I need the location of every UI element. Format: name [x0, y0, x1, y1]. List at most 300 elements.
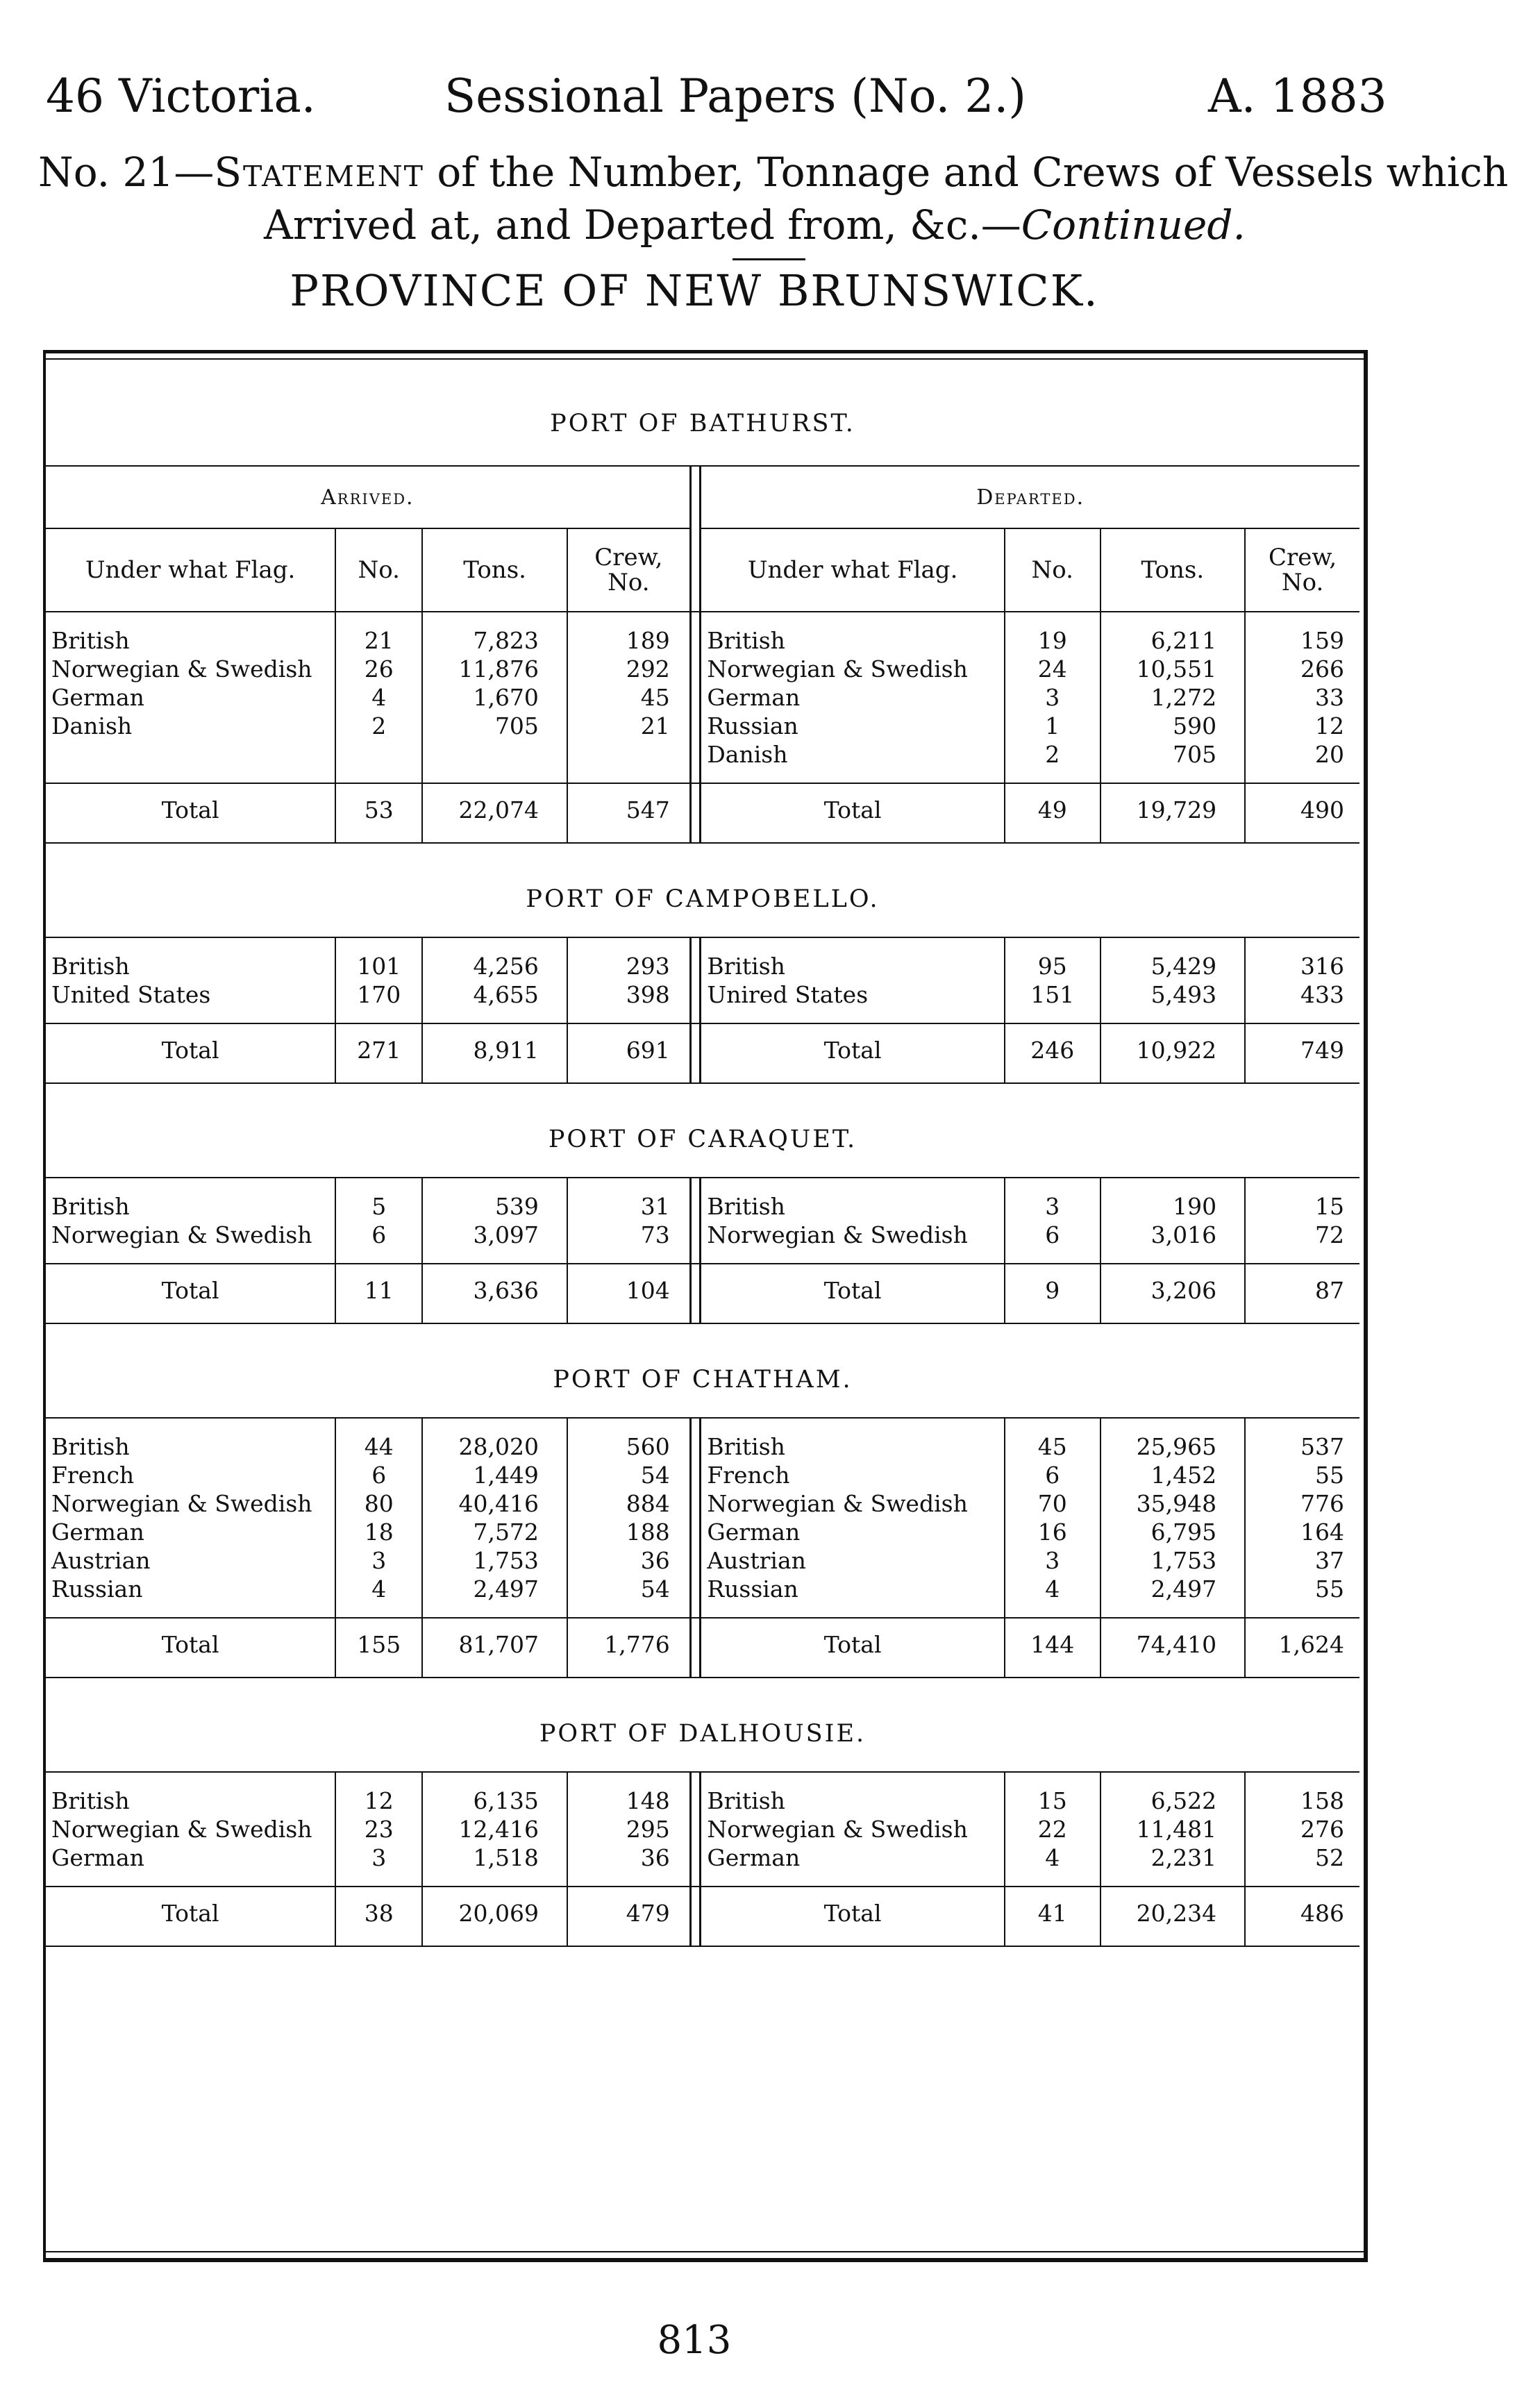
arrived-no: 4 [335, 1575, 422, 1603]
arrived-no: 2 [335, 712, 422, 740]
departed-flag: British [701, 1432, 1005, 1461]
arrived-crew: 292 [626, 655, 670, 683]
departed-crew: 164 [1300, 1519, 1344, 1546]
column-header-row [46, 528, 1359, 612]
departed-tons: 1,753 [1100, 1546, 1246, 1575]
running-header-left: 46 Victoria. [46, 69, 316, 123]
arrived-flag: British [46, 1192, 335, 1221]
departed-total-crew: 1,624 [1245, 1618, 1359, 1670]
spacer-row [46, 769, 1359, 783]
departed-total-crew: 87 [1245, 1264, 1359, 1316]
center-divider [690, 1076, 701, 1083]
center-divider [690, 769, 701, 783]
table-row [46, 1575, 1359, 1603]
departed-total-label: Total [701, 1618, 1005, 1670]
arrived-total-no: 38 [335, 1887, 422, 1939]
arrived-no: 101 [335, 952, 422, 980]
departed-crew: 52 [1315, 1844, 1344, 1871]
departed-no: 2 [1005, 740, 1100, 769]
arrived-total-crew: 1,776 [567, 1618, 690, 1670]
arrived-tons: 4,655 [422, 980, 567, 1009]
arrived-flag: Russian [46, 1575, 335, 1603]
center-divider [690, 1815, 701, 1843]
table-row [46, 1815, 1359, 1843]
table-row [46, 626, 1359, 655]
center-divider [690, 937, 701, 952]
arrived-no: 21 [335, 626, 422, 655]
arrived-no: 6 [335, 1461, 422, 1489]
arrived-no: 3 [335, 1843, 422, 1872]
port-separator [46, 835, 1359, 843]
departed-no: 16 [1005, 1518, 1100, 1546]
center-divider [690, 1787, 701, 1815]
center-divider [690, 1418, 701, 1432]
departed-tons: 5,429 [1100, 952, 1246, 980]
table-row [46, 740, 1359, 769]
departed-flag: Austrian [701, 1546, 1005, 1575]
arrived-total-label: Total [46, 1618, 335, 1670]
total-row [46, 1618, 1359, 1670]
title-rule [733, 258, 805, 260]
arrived-no: 44 [335, 1432, 422, 1461]
arrived-no: 23 [335, 1815, 422, 1843]
arrived-crew: 36 [640, 1844, 670, 1871]
center-divider [690, 1489, 701, 1518]
title-line2-main: Arrived at, and Departed from, &c.— [264, 201, 1021, 249]
arrived-flag-header: Under what Flag. [46, 528, 335, 612]
departed-no: 4 [1005, 1843, 1100, 1872]
departed-total-tons: 19,729 [1100, 783, 1246, 835]
arrived-flag: German [46, 683, 335, 712]
departed-flag: Norwegian & Swedish [701, 1489, 1005, 1518]
arrived-crew: 884 [626, 1490, 670, 1517]
table-row [46, 1221, 1359, 1249]
arrived-no: 6 [335, 1221, 422, 1249]
center-divider [690, 1518, 701, 1546]
spacer-row [46, 1603, 1359, 1618]
arrived-total-tons: 8,911 [422, 1023, 567, 1076]
center-divider [690, 1221, 701, 1249]
departed-tons: 6,211 [1100, 626, 1246, 655]
center-divider [690, 1316, 701, 1323]
port-name: PORT OF CHATHAM. [46, 1323, 1359, 1418]
total-row [46, 783, 1359, 835]
running-header-right: A. 1883 [1208, 69, 1387, 123]
arrived-no: 26 [335, 655, 422, 683]
departed-crew-header: Crew, No. [1245, 528, 1359, 612]
arrived-crew [567, 740, 690, 769]
port-heading-row [46, 368, 1359, 466]
arrived-crew: 295 [626, 1816, 670, 1843]
arrived-total-tons: 20,069 [422, 1887, 567, 1939]
departed-tons: 190 [1100, 1192, 1246, 1221]
center-divider [690, 952, 701, 980]
province-heading: PROVINCE OF NEW BRUNSWICK. [290, 265, 1099, 316]
port-name: PORT OF BATHURST. [46, 368, 1359, 466]
arrived-crew: 45 [640, 684, 670, 711]
arrived-flag: Norwegian & Swedish [46, 1489, 335, 1518]
arrived-tons: 6,135 [422, 1787, 567, 1815]
table-row [46, 1787, 1359, 1815]
departed-tons: 2,231 [1100, 1843, 1246, 1872]
center-divider [690, 1264, 701, 1316]
center-divider [690, 835, 701, 843]
port-separator [46, 1670, 1359, 1678]
spacer-row [46, 1178, 1359, 1192]
arrived-flag: German [46, 1518, 335, 1546]
table-row [46, 1461, 1359, 1489]
spacer-row [46, 937, 1359, 952]
arrived-total-label: Total [46, 1264, 335, 1316]
arrived-crew: 189 [626, 627, 670, 654]
center-divider [690, 980, 701, 1009]
departed-total-label: Total [701, 1264, 1005, 1316]
departed-flag: British [701, 952, 1005, 980]
departed-tons: 2,497 [1100, 1575, 1246, 1603]
departed-total-no: 49 [1005, 783, 1100, 835]
departed-crew: 72 [1315, 1221, 1344, 1248]
center-divider [690, 1843, 701, 1872]
departed-flag: German [701, 1518, 1005, 1546]
arrived-flag [46, 740, 335, 769]
spacer-row [46, 1249, 1359, 1264]
departed-tons: 3,016 [1100, 1221, 1246, 1249]
departed-flag: French [701, 1461, 1005, 1489]
departed-no: 45 [1005, 1432, 1100, 1461]
arrived-total-no: 155 [335, 1618, 422, 1670]
title-continued: Continued. [1021, 201, 1246, 249]
departed-tons: 5,493 [1100, 980, 1246, 1009]
port-name: PORT OF CAMPOBELLO. [46, 843, 1359, 937]
center-divider [690, 655, 701, 683]
departed-total-tons: 20,234 [1100, 1887, 1246, 1939]
arrived-no: 170 [335, 980, 422, 1009]
table-row [46, 1489, 1359, 1518]
arrived-crew: 21 [640, 712, 670, 739]
center-divider [690, 1670, 701, 1678]
title-dash: — [174, 149, 215, 196]
center-divider [690, 1192, 701, 1221]
departed-crew: 37 [1315, 1547, 1344, 1574]
departed-tons: 1,272 [1100, 683, 1246, 712]
arrived-crew: 31 [640, 1193, 670, 1220]
center-divider [690, 1603, 701, 1618]
arrived-total-crew: 547 [567, 783, 690, 835]
arrived-tons-header: Tons. [422, 528, 567, 612]
departed-total-tons: 74,410 [1100, 1618, 1246, 1670]
port-heading-row [46, 1678, 1359, 1772]
departed-tons: 25,965 [1100, 1432, 1246, 1461]
port-separator [46, 1076, 1359, 1083]
arrived-crew: 54 [640, 1462, 670, 1489]
departed-total-crew: 486 [1245, 1887, 1359, 1939]
spacer-row [46, 1418, 1359, 1432]
spacer-row [46, 1872, 1359, 1887]
center-divider [690, 683, 701, 712]
arrived-flag: Austrian [46, 1546, 335, 1575]
departed-crew: 537 [1300, 1433, 1344, 1460]
departed-flag: Russian [701, 712, 1005, 740]
departed-flag: British [701, 1787, 1005, 1815]
arrived-tons: 7,823 [422, 626, 567, 655]
departed-total-no: 246 [1005, 1023, 1100, 1076]
center-divider [690, 1872, 701, 1887]
departed-crew: 266 [1300, 655, 1344, 683]
departed-no: 6 [1005, 1461, 1100, 1489]
arrived-flag: British [46, 626, 335, 655]
table-row [46, 683, 1359, 712]
arrived-total-crew: 479 [567, 1887, 690, 1939]
center-divider [690, 1249, 701, 1264]
departed-tons: 11,481 [1100, 1815, 1246, 1843]
center-divider [690, 1546, 701, 1575]
departed-flag: Norwegian & Swedish [701, 1815, 1005, 1843]
arrived-tons [422, 740, 567, 769]
departed-no: 70 [1005, 1489, 1100, 1518]
center-divider [690, 612, 701, 626]
center-divider [690, 712, 701, 740]
arrived-no: 4 [335, 683, 422, 712]
arrived-no: 18 [335, 1518, 422, 1546]
departed-no-header: No. [1005, 528, 1100, 612]
departed-no: 19 [1005, 626, 1100, 655]
departed-total-tons: 10,922 [1100, 1023, 1246, 1076]
departed-total-label: Total [701, 783, 1005, 835]
departed-crew: 276 [1300, 1816, 1344, 1843]
center-divider [690, 1939, 701, 1946]
arrived-flag: British [46, 1787, 335, 1815]
departed-flag: Norwegian & Swedish [701, 655, 1005, 683]
table-row [46, 1546, 1359, 1575]
departed-total-crew: 490 [1245, 783, 1359, 835]
title-line-1 [38, 146, 1508, 199]
departed-no: 95 [1005, 952, 1100, 980]
arrived-tons: 7,572 [422, 1518, 567, 1546]
port-name: PORT OF DALHOUSIE. [46, 1678, 1359, 1772]
section-heading-row [46, 466, 1359, 528]
center-divider [690, 1575, 701, 1603]
departed-flag: Danish [701, 740, 1005, 769]
departed-crew: 776 [1300, 1490, 1344, 1517]
center-divider [690, 1887, 701, 1939]
port-separator [46, 1316, 1359, 1323]
arrived-flag: German [46, 1843, 335, 1872]
arrived-total-no: 11 [335, 1264, 422, 1316]
arrived-crew: 148 [626, 1787, 670, 1814]
departed-crew: 55 [1315, 1462, 1344, 1489]
departed-flag: British [701, 626, 1005, 655]
departed-flag-header: Under what Flag. [701, 528, 1005, 612]
departed-total-no: 144 [1005, 1618, 1100, 1670]
departed-no: 15 [1005, 1787, 1100, 1815]
departed-flag: German [701, 683, 1005, 712]
arrived-total-tons: 22,074 [422, 783, 567, 835]
departed-no: 6 [1005, 1221, 1100, 1249]
port-heading-row [46, 1323, 1359, 1418]
center-divider [690, 466, 701, 528]
arrived-crew: 560 [626, 1433, 670, 1460]
arrived-no: 5 [335, 1192, 422, 1221]
table-row [46, 712, 1359, 740]
departed-no: 4 [1005, 1575, 1100, 1603]
arrived-flag: British [46, 1432, 335, 1461]
departed-flag: Unired States [701, 980, 1005, 1009]
departed-total-label: Total [701, 1023, 1005, 1076]
arrived-flag: Norwegian & Swedish [46, 1221, 335, 1249]
arrived-flag: Danish [46, 712, 335, 740]
center-divider [690, 1009, 701, 1023]
center-divider [690, 528, 701, 612]
arrived-total-no: 271 [335, 1023, 422, 1076]
arrived-crew: 36 [640, 1547, 670, 1574]
departed-flag: German [701, 1843, 1005, 1872]
departed-no: 1 [1005, 712, 1100, 740]
table-row [46, 1843, 1359, 1872]
arrived-tons: 40,416 [422, 1489, 567, 1518]
arrived-flag: British [46, 952, 335, 980]
departed-total-label: Total [701, 1887, 1005, 1939]
departed-tons: 590 [1100, 712, 1246, 740]
departed-tons: 6,795 [1100, 1518, 1246, 1546]
arrived-tons: 11,876 [422, 655, 567, 683]
center-divider [690, 740, 701, 769]
total-row [46, 1887, 1359, 1939]
departed-crew: 33 [1315, 684, 1344, 711]
arrived-no [335, 740, 422, 769]
arrived-tons: 705 [422, 712, 567, 740]
departed-no: 151 [1005, 980, 1100, 1009]
center-divider [690, 1772, 701, 1787]
departed-no: 24 [1005, 655, 1100, 683]
departed-crew: 159 [1300, 627, 1344, 654]
arrived-crew: 293 [626, 953, 670, 980]
arrived-tons: 3,097 [422, 1221, 567, 1249]
page-number: 813 [657, 2318, 732, 2363]
center-divider [690, 1023, 701, 1076]
departed-no: 3 [1005, 1546, 1100, 1575]
statement-word: Statement [214, 149, 424, 196]
arrived-heading: Arrived. [46, 466, 690, 528]
departed-tons: 6,522 [1100, 1787, 1246, 1815]
table-row [46, 1518, 1359, 1546]
arrived-total-tons: 3,636 [422, 1264, 567, 1316]
total-row [46, 1264, 1359, 1316]
arrived-tons: 2,497 [422, 1575, 567, 1603]
center-divider [690, 1432, 701, 1461]
arrived-flag: Norwegian & Swedish [46, 655, 335, 683]
departed-total-no: 9 [1005, 1264, 1100, 1316]
departed-no: 3 [1005, 1192, 1100, 1221]
departed-tons: 10,551 [1100, 655, 1246, 683]
departed-tons: 705 [1100, 740, 1246, 769]
departed-crew: 158 [1300, 1787, 1344, 1814]
arrived-total-label: Total [46, 783, 335, 835]
arrived-flag: United States [46, 980, 335, 1009]
arrived-crew-header: Crew, No. [567, 528, 690, 612]
port-separator [46, 1939, 1359, 1946]
arrived-no-header: No. [335, 528, 422, 612]
arrived-crew: 54 [640, 1575, 670, 1603]
arrived-crew: 73 [640, 1221, 670, 1248]
departed-flag: Russian [701, 1575, 1005, 1603]
title-line-2 [264, 199, 1246, 251]
arrived-tons: 12,416 [422, 1815, 567, 1843]
arrived-tons: 539 [422, 1192, 567, 1221]
arrived-tons: 1,449 [422, 1461, 567, 1489]
center-divider [690, 783, 701, 835]
center-divider [690, 1178, 701, 1192]
port-heading-row [46, 843, 1359, 937]
arrived-crew: 398 [626, 981, 670, 1008]
departed-tons-header: Tons. [1100, 528, 1246, 612]
arrived-tons: 4,256 [422, 952, 567, 980]
center-divider [690, 626, 701, 655]
spacer-row [46, 1009, 1359, 1023]
center-divider [690, 1618, 701, 1670]
departed-heading: Departed. [701, 466, 1359, 528]
statement-number: No. 21 [38, 149, 174, 196]
departed-crew: 433 [1300, 981, 1344, 1008]
departed-flag: British [701, 1192, 1005, 1221]
departed-crew: 55 [1315, 1575, 1344, 1603]
departed-no: 22 [1005, 1815, 1100, 1843]
arrived-total-crew: 691 [567, 1023, 690, 1076]
arrived-tons: 1,518 [422, 1843, 567, 1872]
departed-tons: 1,452 [1100, 1461, 1246, 1489]
departed-crew: 12 [1315, 712, 1344, 739]
departed-flag: Norwegian & Swedish [701, 1221, 1005, 1249]
table-row [46, 1192, 1359, 1221]
port-name: PORT OF CARAQUET. [46, 1083, 1359, 1178]
arrived-no: 80 [335, 1489, 422, 1518]
arrived-tons: 1,753 [422, 1546, 567, 1575]
arrived-no: 3 [335, 1546, 422, 1575]
departed-total-tons: 3,206 [1100, 1264, 1246, 1316]
arrived-total-tons: 81,707 [422, 1618, 567, 1670]
table-row [46, 1432, 1359, 1461]
arrived-crew: 188 [626, 1519, 670, 1546]
departed-total-no: 41 [1005, 1887, 1100, 1939]
arrived-total-label: Total [46, 1023, 335, 1076]
running-header-center: Sessional Papers (No. 2.) [444, 69, 1027, 123]
arrived-no: 12 [335, 1787, 422, 1815]
arrived-total-no: 53 [335, 783, 422, 835]
arrived-total-label: Total [46, 1887, 335, 1939]
total-row [46, 1023, 1359, 1076]
arrived-tons: 1,670 [422, 683, 567, 712]
title-line1-rest: of the Number, Tonnage and Crews of Vessels which [424, 149, 1509, 196]
arrived-total-crew: 104 [567, 1264, 690, 1316]
table-body [46, 368, 1359, 1946]
spacer-row [46, 1772, 1359, 1787]
departed-tons: 35,948 [1100, 1489, 1246, 1518]
table-row [46, 952, 1359, 980]
vessel-statistics-table [46, 368, 1359, 1947]
arrived-tons: 28,020 [422, 1432, 567, 1461]
port-heading-row [46, 1083, 1359, 1178]
table-row [46, 980, 1359, 1009]
departed-crew: 20 [1315, 741, 1344, 768]
departed-total-crew: 749 [1245, 1023, 1359, 1076]
center-divider [690, 1461, 701, 1489]
arrived-flag: Norwegian & Swedish [46, 1815, 335, 1843]
spacer-row [46, 612, 1359, 626]
departed-no: 3 [1005, 683, 1100, 712]
departed-crew: 316 [1300, 953, 1344, 980]
departed-crew: 15 [1315, 1193, 1344, 1220]
table-row [46, 655, 1359, 683]
arrived-flag: French [46, 1461, 335, 1489]
